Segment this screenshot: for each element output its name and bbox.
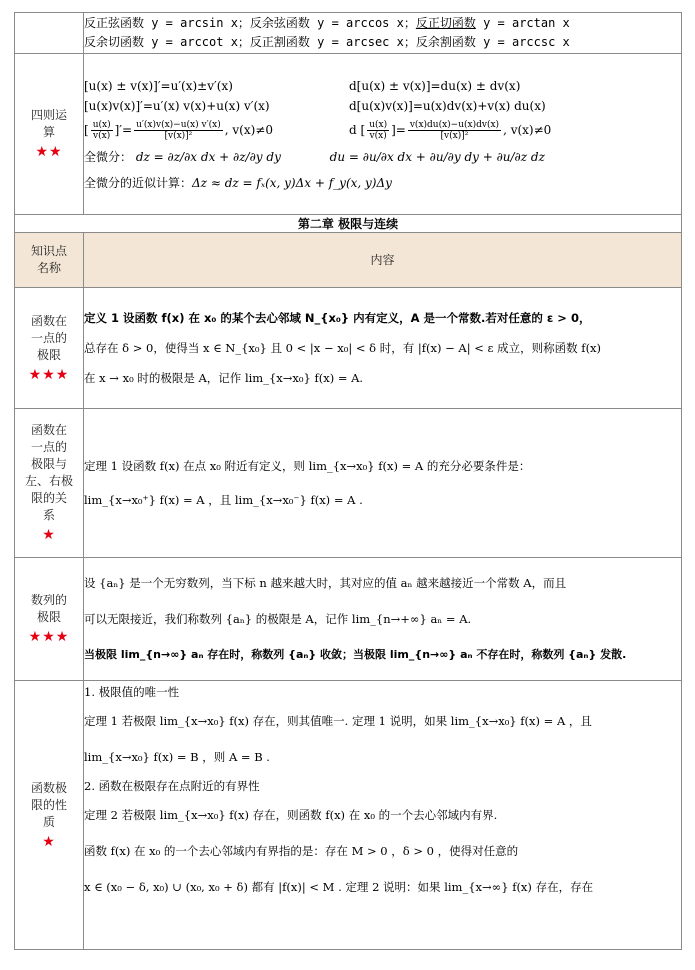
inverse-line1-c: y = arctan x — [475, 16, 570, 30]
importance-stars: ★ — [42, 833, 56, 850]
quotient-differential-fraction: $\frac{v(x)du(x)-u(x)dv(x)}{\text{[v(x)]²}}$ — [409, 119, 500, 141]
sequence-limit-label: 数列的 极限 ★★★ — [15, 558, 84, 681]
limit-at-point-content — [84, 288, 682, 409]
total-differential-three-var: du = ∂u/∂x dx + ∂u/∂y dy + ∂u/∂z dz — [329, 149, 545, 164]
theorem-1-condition: lim_{x→x₀⁺} f(x) = A ，且 lim_{x→x₀⁻} f(x) = A . — [84, 493, 363, 507]
inverse-line2: 反余切函数 y = arccot x；反正割函数 y = arcsec x；反余割函数 y = arccsc x — [84, 35, 570, 49]
quotient-derivative-fraction: $\frac{u'(x)v(x)-u(x) v'(x)}{\text{[v(x)]²}}$ — [136, 119, 221, 141]
quotient-differential-condition: v(x)≠0 — [510, 122, 552, 137]
limit-properties-row — [15, 681, 682, 950]
header-knowledge-point: 知识点 名称 — [15, 233, 84, 288]
arithmetic-ops-label-cell — [15, 54, 84, 215]
product-derivative-rule: [u(x)v(x)]′=u′(x) v(x)+u(x) v′(x) — [84, 98, 270, 113]
sum-derivative-rule: [u(x) ± v(x)]′=u′(x)±v′(x) — [84, 78, 233, 93]
uniqueness-heading: 1. 极限值的唯一性 — [84, 685, 180, 699]
inverse-functions-row — [15, 13, 682, 54]
approx-label: 全微分的近似计算： — [84, 175, 193, 190]
left-right-limit-label: 函数在 一点的 极限与 左、右极 限的关 系 ★ — [15, 409, 84, 558]
importance-stars: ★★★ — [28, 629, 70, 645]
arithmetic-ops-row — [15, 54, 682, 215]
limit-properties-content — [84, 681, 682, 950]
sum-differential-rule: d[u(x) ± v(x)]=du(x) ± dv(x) — [349, 78, 521, 93]
importance-stars: ★ — [42, 527, 56, 543]
left-right-limit-row — [15, 409, 682, 558]
importance-stars: ★★★ — [28, 366, 70, 383]
header-content: 内容 — [84, 233, 682, 288]
chapter-title: 第二章 极限与连续 — [15, 215, 682, 233]
theorem-1: 定理 1 设函数 f(x) 在点 x₀ 附近有定义，则 lim_{x→x₀} f(x) = A 的充分必要条件是： — [84, 459, 531, 473]
arithmetic-ops-label-1: 四则运 — [30, 108, 67, 122]
uniqueness-theorem: 定理 1 若极限 lim_{x→x₀} f(x) 存在，则其值唯一. 定理 1 说明，如果 lim_{x→x₀} f(x) = A ，且 — [84, 714, 592, 728]
importance-stars: ★★ — [35, 144, 63, 160]
boundedness-theorem: 定理 2 若极限 lim_{x→x₀} f(x) 存在，则函数 f(x) 在 x₀ 的一个去心邻域内有界. — [84, 808, 498, 822]
boundedness-heading: 2. 函数在极限存在点附近的有界性 — [84, 779, 260, 793]
product-differential-rule: d[u(x)v(x)]=u(x)dv(x)+v(x) du(x) — [349, 98, 546, 113]
boundedness-explanation-cont: x ∈ (x₀ − δ, x₀) ∪ (x₀, x₀ + δ) 都有 |f(x)| < M . 定理 2 说明：如果 lim_{x→∞} f(x) 存在，存在 — [84, 880, 594, 894]
inverse-functions-content — [84, 13, 682, 54]
definition-1-line2: 总存在 δ > 0，使得当 x ∈ N_{x₀} 且 0 < |x − x₀| < δ 时，有 |f(x) − A| < ε 成立，则称函数 f(x) — [84, 341, 602, 355]
table-header — [15, 233, 682, 288]
sequence-limit-row — [15, 558, 682, 681]
inverse-line1-a: 反正弦函数 y = arcsin x；反余弦函数 y = arccos x； — [84, 16, 416, 30]
chapter-row — [15, 215, 682, 233]
limit-at-point-row — [15, 288, 682, 409]
total-differential-two-var: dz = ∂z/∂x dx + ∂z/∂y dy — [135, 149, 281, 164]
sequence-def-line1: 设 {aₙ} 是一个无穷数列，当下标 n 越来越大时，其对应的值 aₙ 越来越接近一个常数 A，而且 — [84, 576, 567, 590]
inverse-line1-underlined: 反正切函数 — [415, 16, 476, 30]
quotient-derivative-condition: v(x)≠0 — [232, 122, 273, 137]
approx-formula: Δz ≈ dz = fₓ(x, y)Δx + f_y(x, y)Δy — [192, 175, 392, 190]
sequence-convergence: 当极限 lim_{n→∞} aₙ 存在时，称数列 {aₙ} 收敛；当极限 lim_{n→∞} aₙ 不存在时，称数列 {aₙ} 发散. — [84, 648, 627, 661]
uniqueness-theorem-cont: lim_{x→x₀} f(x) = B ，则 A = B . — [84, 750, 270, 764]
left-right-limit-content — [84, 409, 682, 558]
inverse-functions-label-cell — [15, 13, 84, 54]
sequence-limit-content — [84, 558, 682, 681]
arithmetic-ops-content: [u(x) ± v(x)]′=u′(x)±v′(x) d[u(x) ± v(x)]=du(x) ± dv(x) [u(x)v(x)]′=u′(x) v(x)+u(x) v′(x) d[u(x)v(x)]=u(x)dv(x)+v(x) du(x) [ $\frac{u(x)}{v(x)}$ ]′= $\frac{u'(x)v(x)-u(x) v'(x)}{\text{[v(x)]²}}$ , v(x)≠0 d [ $\frac{u(x)}{v(x)}$ ]= $\frac{v(x)du(x)-u(x)dv(x)}{\text{[v(x)]²}}$ , v(x)≠0 全微分： dz = ∂z/∂x dx + ∂z/∂y dy du = ∂u/∂x dx + ∂u/∂y dy + ∂u/∂z dz 全微分的近似计算：Δz ≈ dz = fₓ(x, y)Δx + f_y(x, y)Δy — [84, 54, 682, 215]
content-table — [14, 12, 682, 950]
definition-1: 定义 1 设函数 f(x) 在 x₀ 的某个去心邻域 N_{x₀} 内有定义，A 是一个常数.若对任意的 ε > 0， — [84, 311, 591, 325]
boundedness-explanation: 函数 f(x) 在 x₀ 的一个去心邻域内有界指的是：存在 M > 0 ，δ > 0 ，使得对任意的 — [84, 844, 519, 858]
limit-at-point-label: 函数在 一点的 极限 ★★★ — [15, 288, 84, 409]
limit-properties-label: 函数极 限的性 质 ★ — [15, 681, 84, 950]
arithmetic-ops-label-2: 算 — [42, 125, 55, 139]
total-differential-label: 全微分： — [84, 149, 133, 164]
definition-1-line3: 在 x → x₀ 时的极限是 A，记作 lim_{x→x₀} f(x) = A. — [84, 371, 364, 385]
sequence-def-line2: 可以无限接近，我们称数列 {aₙ} 的极限是 A，记作 lim_{n→+∞} aₙ = A. — [84, 612, 472, 626]
